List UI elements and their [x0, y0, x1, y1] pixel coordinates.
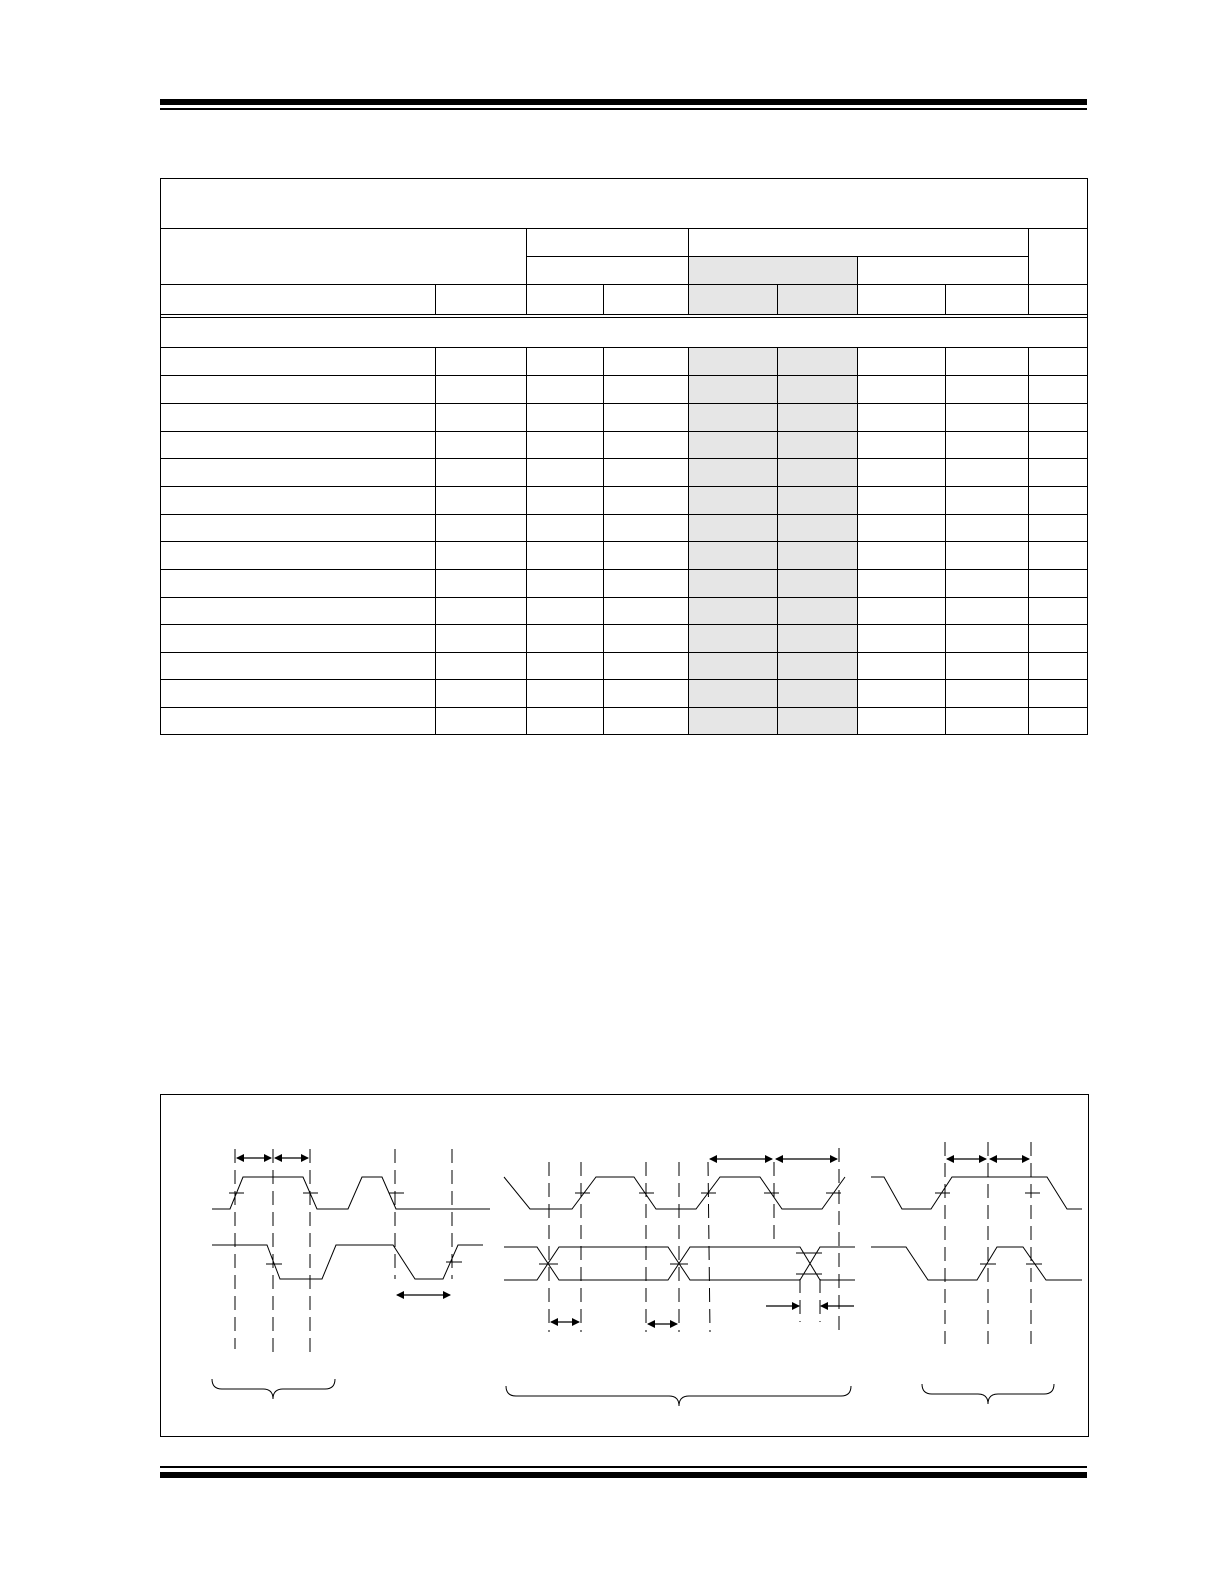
timing-section-2	[504, 1148, 855, 1406]
timing-arrows-1	[237, 1158, 450, 1295]
page-header-text	[160, 112, 1087, 132]
timing-guides-1	[235, 1149, 452, 1352]
table-grid	[160, 179, 1088, 736]
signal-waveform-top-2	[504, 1177, 845, 1209]
footer-rule-thick	[160, 1472, 1087, 1478]
signal-waveform-top-1	[212, 1177, 490, 1209]
brace-section-1	[212, 1379, 335, 1399]
page-footer-text	[160, 1484, 1087, 1504]
specification-table	[160, 178, 1088, 735]
timing-guides-3	[945, 1142, 1031, 1344]
timing-section-1	[212, 1149, 490, 1399]
header-rule-thick	[160, 99, 1087, 105]
signal-waveform-bottom-1	[212, 1245, 483, 1279]
footer-rule-thin	[160, 1466, 1087, 1468]
signal-waveform-bottom-3	[871, 1247, 1082, 1280]
timing-diagram	[160, 1094, 1089, 1437]
header-rule-thin	[160, 108, 1087, 110]
highlighted-columns	[688, 257, 857, 734]
timing-section-3	[871, 1142, 1082, 1404]
timing-guides-2	[549, 1148, 839, 1332]
timing-arrows-2	[551, 1159, 854, 1324]
diagram-frame	[161, 1095, 1089, 1437]
brace-section-3	[922, 1384, 1054, 1404]
signal-waveform-top-3	[871, 1177, 1082, 1209]
brace-section-2	[506, 1386, 851, 1406]
